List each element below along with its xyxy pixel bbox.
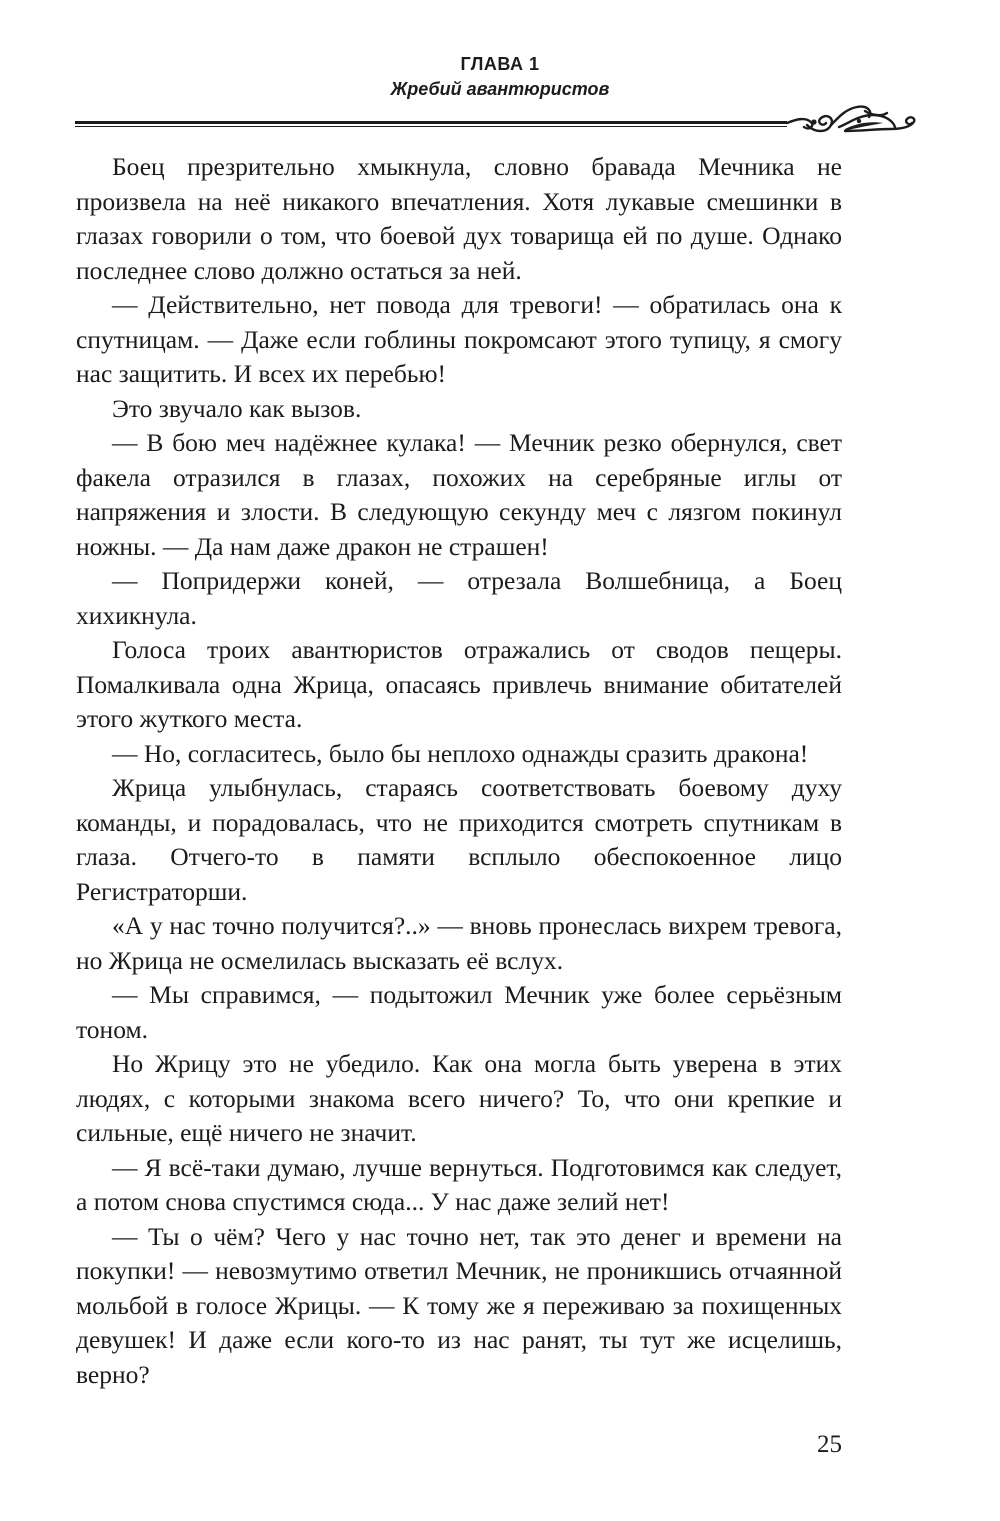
paragraph: Боец презрительно хмыкнула, словно бравада Мечника не произвела на неё никакого впечатления. Хотя лукавые смешинки в глазах говорили о том, что боевой дух товарища ей по душе. Однако последнее слово должно остаться за ней. [76,152,842,285]
body-text [76,150,842,1392]
paragraph: — Но, согласитесь, было бы неплохо однажды сразить дракона! [112,738,809,768]
paragraph: Но Жрицу это не убедило. Как она могла быть уверена в этих людях, с которыми знакома всего ничего? То, что они крепкие и сильные, ещё ничего не значит. [76,1049,842,1147]
flourish-ornament-icon [75,101,925,141]
paragraph: — Ты о чём? Чего у нас точно нет, так это денег и времени на покупки! — невозмутимо ответил Мечник, не проникшись отчаянной мольбой в голосе Жрицы. — К тому же я переживаю за похищенных девушек! И даже если кого-то из нас ранят, ты тут же исцелишь, верно? [76,1221,842,1389]
page-number: 25 [817,1431,842,1458]
chapter-subtitle: Жребий авантюристов [390,79,610,99]
paragraph: Это звучало как вызов. [112,393,362,423]
paragraph: Жрица улыбнулась, стараясь соответствовать боевому духу команды, и порадовалась, что не приходится смотреть спутникам в глаза. Отчего-то в памяти всплыло обеспокоенное лицо Регистраторши. [76,773,842,906]
paragraph: — В бою меч надёжнее кулака! — Мечник резко обернулся, свет факела отразился в глазах, похожих на серебряные иглы от напряжения и злости. В следующую секунду меч с лязгом покинул ножны. — Да нам даже дракон не страшен! [76,428,842,561]
paragraph: — Действительно, нет повода для тревоги! — обратилась она к спутницам. — Даже если гоблины покромсают этого тупицу, я смогу нас защитить. И всех их перебью! [76,290,842,388]
paragraph: — Попридержи коней, — отрезала Волшебница, а Боец хихикнула. [76,566,842,630]
paragraph: — Мы справимся, — подытожил Мечник уже более серьёзным тоном. [76,980,842,1044]
paragraph: Голоса троих авантюристов отражались от сводов пещеры. Помалкивала одна Жрица, опасаясь привлечь внимание обитателей этого жуткого места. [76,635,842,733]
chapter-heading: ГЛАВА 1 [460,54,540,74]
paragraph: — Я всё-таки думаю, лучше вернуться. Подготовимся как следует, а потом снова спустимся сюда... У нас даже зелий нет! [76,1152,842,1216]
running-header [0,40,1000,100]
header-rule [75,101,925,141]
paragraph: «А у нас точно получится?..» — вновь пронеслась вихрем тревога, но Жрица не осмелилась высказать её вслух. [76,911,842,975]
